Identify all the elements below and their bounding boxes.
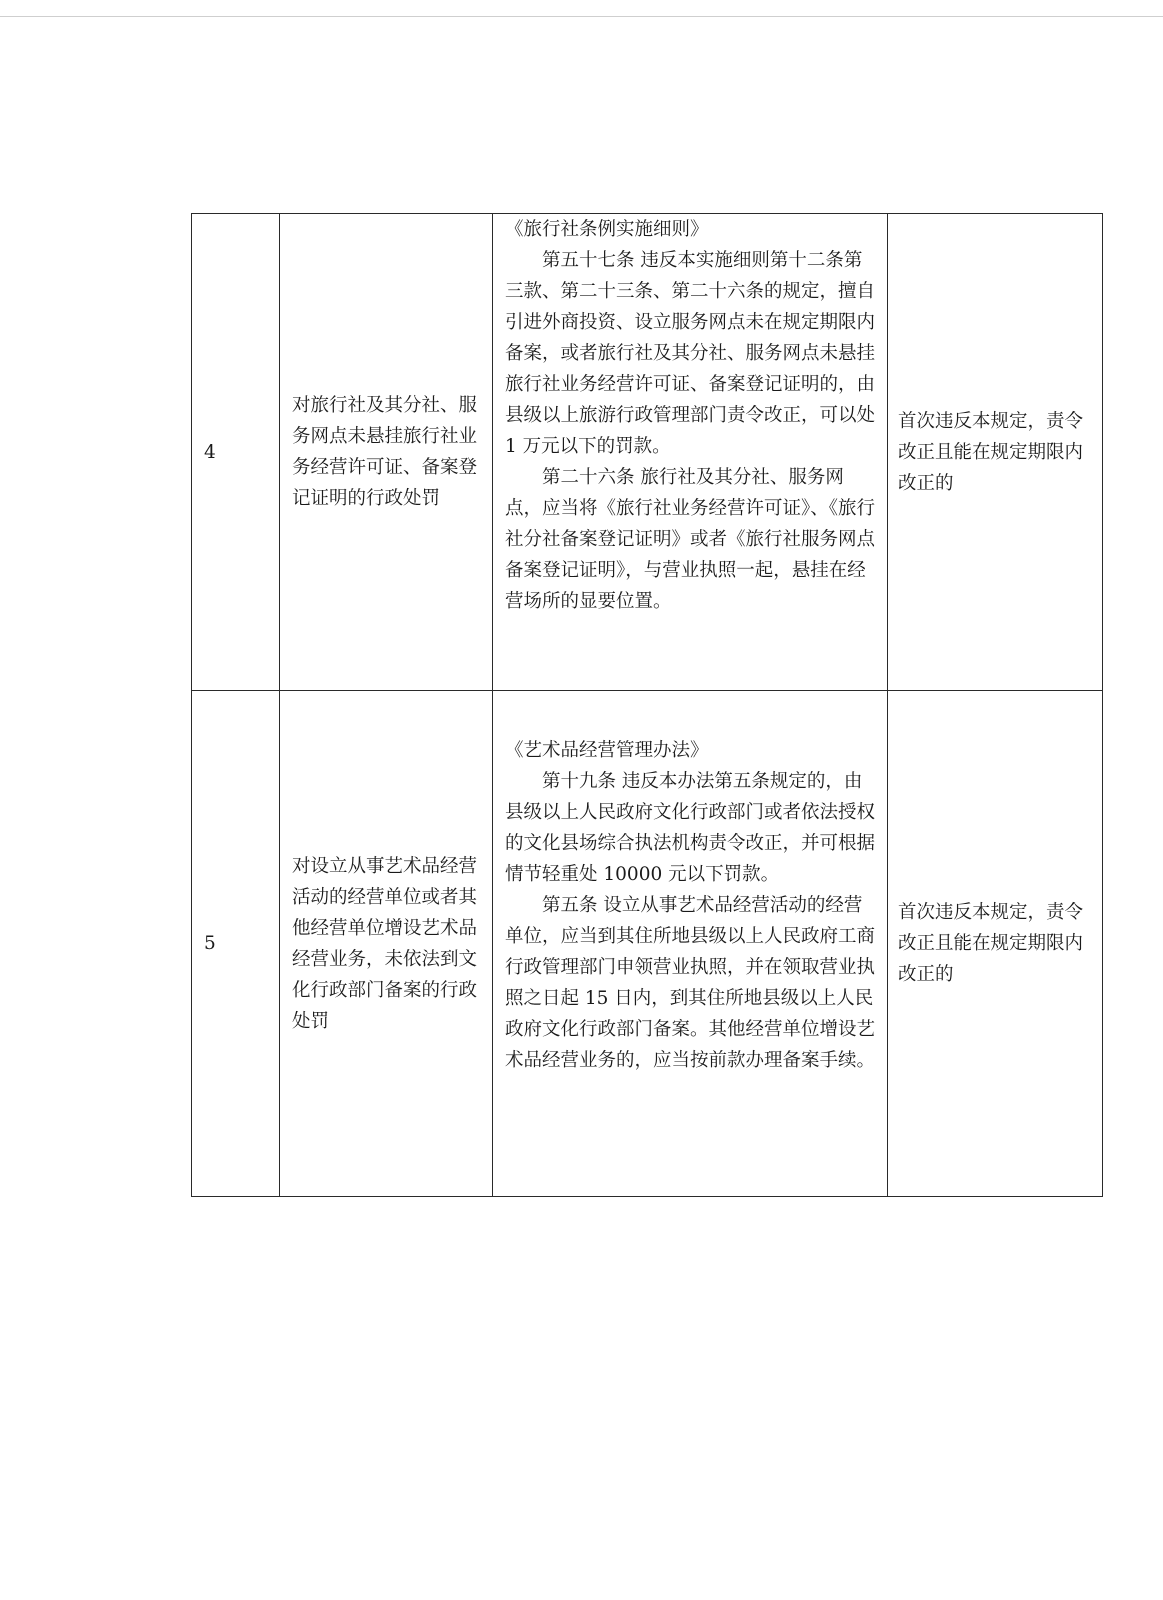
exemption-condition: 首次违反本规定，责令改正且能在规定期限内改正的 (888, 691, 1103, 1197)
legal-basis (493, 691, 888, 1197)
penalty-table (191, 213, 1103, 1197)
exemption-condition: 首次违反本规定，责令改正且能在规定期限内改正的 (888, 214, 1103, 691)
scan-edge-line (0, 16, 1163, 17)
penalty-item: 对旅行社及其分社、服务网点未悬挂旅行社业务经营许可证、备案登记证明的行政处罚 (280, 214, 493, 691)
law-title: 《艺术品经营管理办法》 (505, 740, 709, 761)
penalty-item: 对设立从事艺术品经营活动的经营单位或者其他经营单位增设艺术品 经营业务，未依法到文化行政部门备案的行政处罚 (280, 691, 493, 1197)
article-paragraph: 第五十七条 违反本实施细则第十二条第三款、第二十三条、第二十六条的规定，擅自引进外商投资、设立服务网点未在规定期限内备案，或者旅行社及其分社、服务网点未悬挂旅行社业务经营许可证、备案登记证明的，由县级以上旅游行政管理部门责令改正，可以处 1 万元以下的罚款。 (505, 250, 876, 457)
legal-basis (493, 214, 888, 691)
article-paragraph: 第十九条 违反本办法第五条规定的，由县级以上人民政府文化行政部门或者依法授权的文化县场综合执法机构责令改正，并可根据情节轻重处 10000 元以下罚款。 (505, 771, 876, 885)
article-paragraph: 第二十六条 旅行社及其分社、服务网点，应当将《旅行社业务经营许可证》、《旅行社分社备案登记证明》或者《旅行社服务网点备案登记证明》，与营业执照一起，悬挂在经营场所的显要位置。 (505, 467, 876, 612)
table-row (192, 214, 1103, 691)
article-paragraph: 第五条 设立从事艺术品经营活动的经营单位，应当到其住所地县级以上人民政府工商行政管理部门申领营业执照，并在领取营业执照之日起 15 日内，到其住所地县级以上人民政府文化行政部门备案。其他经营单位增设艺术品经营业务的，应当按前款办理备案手续。 (505, 895, 876, 1071)
table-row (192, 691, 1103, 1197)
row-number: 4 (192, 214, 280, 691)
law-title: 《旅行社条例实施细则》 (505, 219, 709, 240)
row-number: 5 (192, 691, 280, 1197)
